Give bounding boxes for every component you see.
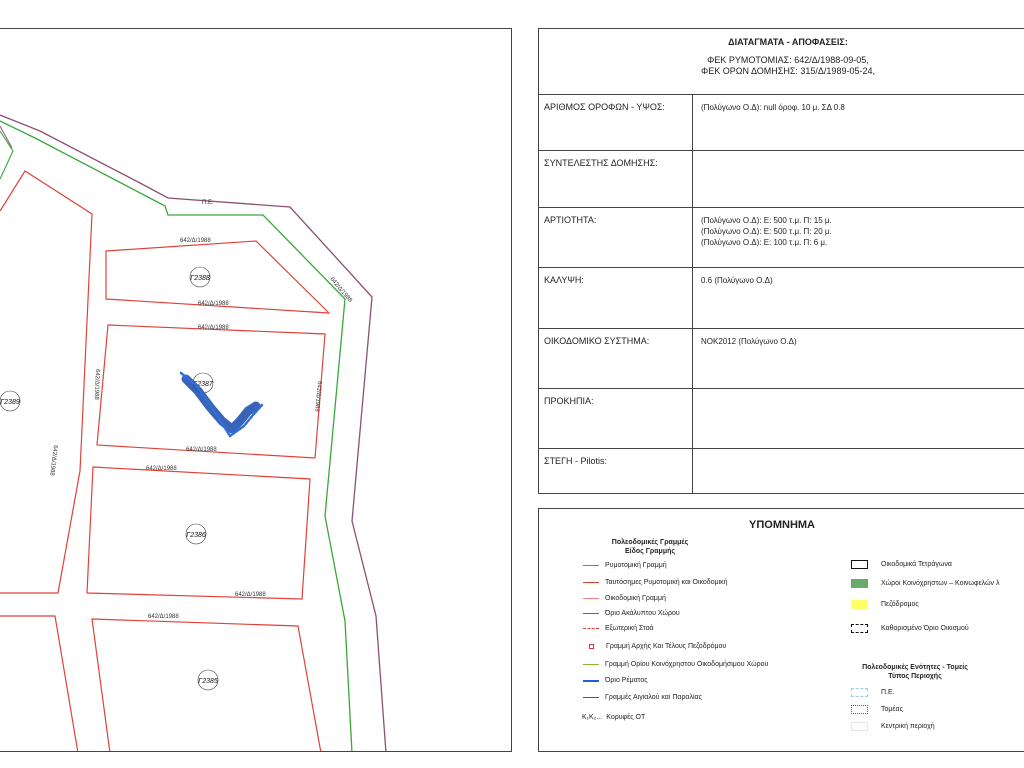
lightgreen-line-swatch xyxy=(583,664,599,665)
lines-heading xyxy=(585,538,715,556)
block-id-label: Γ2386 xyxy=(186,532,206,539)
regulation-line-main xyxy=(0,121,352,752)
legend-item-label: Ρυμοτομική Γραμμή xyxy=(605,562,667,569)
legend-item-regulation-line xyxy=(583,562,667,569)
block-marker-g2386[interactable] xyxy=(186,524,206,544)
value-line: (Πολύγωνο Ο.Δ): Ε: 500 τ.μ. Π: 15 μ. xyxy=(701,216,832,225)
legend-item-label: Κορυφές ΟΤ xyxy=(606,714,646,721)
legend-item-pe xyxy=(851,688,895,697)
table-row-key: ΣΥΝΤΕΛΕΣΤΗΣ ΔΟΜΗΣΗΣ: xyxy=(539,151,693,207)
table-row-setback xyxy=(539,389,1024,449)
lot-label: 642/Δ/1988 xyxy=(180,238,211,244)
pink-line-swatch xyxy=(583,598,599,599)
legend-item-label: Π.Ε. xyxy=(881,689,895,696)
legend-panel xyxy=(538,508,1024,752)
lot-label: 642/Δ/1988 xyxy=(313,380,322,412)
lot-label: 642/Δ/1988 xyxy=(92,368,100,400)
value-line: (Πολύγωνο Ο.Δ): Ε: 500 τ.μ. Π: 20 μ. xyxy=(701,227,832,236)
decrees-header xyxy=(539,29,1024,95)
block-outline-sw xyxy=(0,616,78,752)
legend-item-label: Γραμμή Ορίου Κοινόχρηστου Οικοδομήσιμου Χώρου xyxy=(605,661,769,668)
lot-label: 642/Δ/1988 xyxy=(198,301,229,307)
value-line: (Πολύγωνο Ο.Δ): Ε: 100 τ.μ. Π: 6 μ. xyxy=(701,238,828,247)
legend-item-label: Χώροι Κοινόχρηστων – Κοινωφελών λ xyxy=(881,580,1000,587)
vertex-symbol: Κ₁Κ₂... xyxy=(582,714,603,721)
lot-label: 642/Δ/1988 xyxy=(146,466,177,472)
legend-item-sector xyxy=(851,705,903,714)
block-id-label: Γ2387 xyxy=(193,381,213,388)
legend-item-stream-limit xyxy=(583,677,648,684)
lot-label: 642/Δ/1988 xyxy=(186,447,217,453)
table-row-key: ΟΙΚΟΔΟΜΙΚΟ ΣΥΣΤΗΜΑ: xyxy=(539,329,693,388)
square-marker-icon xyxy=(589,644,594,649)
table-row-building-factor xyxy=(539,151,1024,208)
value-line: (Πολύγωνο Ο.Δ): null όροφ. 10 μ. ΣΔ 0.8 xyxy=(701,103,845,112)
table-row-value xyxy=(693,151,1024,207)
map-panel[interactable] xyxy=(0,28,512,752)
table-row-buildability xyxy=(539,208,1024,268)
legend-item-ot-vertices xyxy=(582,714,645,721)
legend-item-label: Όριο Ρέματος xyxy=(605,677,648,684)
legend-item-open-space-limit xyxy=(583,610,680,617)
table-row-value xyxy=(693,95,1024,150)
block-swatch xyxy=(851,560,868,569)
table-row-value xyxy=(693,329,1024,388)
table-row-roof-pilotis xyxy=(539,449,1024,493)
table-row-key: ΠΡΟΚΗΠΙΑ: xyxy=(539,389,693,448)
value-line: 0.6 (Πολύγωνο Ο.Δ) xyxy=(701,276,773,285)
table-row-coverage xyxy=(539,268,1024,329)
legend-item-label: Οικοδομικά Τετράγωνα xyxy=(881,561,952,568)
table-row-key: ΑΡΙΘΜΟΣ ΟΡΟΦΩΝ - ΥΨΟΣ: xyxy=(539,95,693,150)
legend-item-pedestrian-start-end xyxy=(583,643,726,650)
legend-item-settlement-limit xyxy=(851,624,969,633)
legend-item-identical-line xyxy=(583,579,728,586)
legend-item-building-blocks xyxy=(851,560,952,569)
legend-item-common-spaces xyxy=(851,579,1000,588)
sector-swatch xyxy=(851,705,868,714)
cadastral-map[interactable] xyxy=(0,29,512,752)
table-row-value xyxy=(693,449,1024,493)
fek-oron-domisis: ΦΕΚ ΟΡΩΝ ΔΟΜΗΣΗΣ: 315/Δ/1989-05-24, xyxy=(701,66,875,76)
legend-item-label: Γραμμή Αρχής Και Τέλους Πεζοδρόμου xyxy=(606,643,727,650)
block-marker-g2388[interactable] xyxy=(190,267,210,287)
value-line: ΝΟΚ2012 (Πολύγωνο Ο.Δ) xyxy=(701,337,797,346)
block-id-label: Γ2388 xyxy=(190,275,210,282)
legend-item-label: Εξωτερική Στοά xyxy=(605,625,654,632)
left-boundary-line xyxy=(0,126,12,148)
steelblue-line-swatch xyxy=(583,697,599,698)
legend-item-shoreline xyxy=(583,694,702,701)
fek-rymotomias: ΦΕΚ ΡΥΜΟΤΟΜΙΑΣ: 642/Δ/1988-09-05, xyxy=(707,55,869,65)
table-row-building-system xyxy=(539,329,1024,389)
units-heading xyxy=(845,663,985,681)
table-row-floors-height xyxy=(539,95,1024,151)
red-line-swatch xyxy=(583,582,599,583)
blue-line-swatch xyxy=(583,613,599,614)
green-line-swatch xyxy=(583,565,599,566)
darkblue-line-swatch xyxy=(583,680,599,682)
lot-label: 642/Δ/1988 xyxy=(148,614,179,620)
legend-item-building-line xyxy=(583,595,666,602)
table-row-value xyxy=(693,208,1024,267)
yellow-area-swatch xyxy=(851,600,868,609)
legend-item-pedestrian-way xyxy=(851,600,919,609)
legend-item-label: Κεντρική περιοχή xyxy=(881,723,935,730)
central-area-swatch xyxy=(851,722,868,731)
block-marker-g2385[interactable] xyxy=(198,670,218,690)
lot-label: 642/Δ/1988 xyxy=(328,276,353,304)
legend-item-label: Ταυτόσημες Ρυμοτομική και Οικοδομική xyxy=(605,579,728,586)
legend-item-label: Οικοδομική Γραμμή xyxy=(605,595,666,602)
dashed-box-swatch xyxy=(851,624,868,633)
table-row-value xyxy=(693,268,1024,328)
legend-item-label: Όριο Ακάλυπτου Χώρου xyxy=(605,610,680,617)
street-label: Π.Ε. xyxy=(202,200,214,206)
block-marker-g2389[interactable] xyxy=(0,391,20,411)
green-area-swatch xyxy=(851,579,868,588)
legend-title: ΥΠΟΜΝΗΜΑ xyxy=(749,519,815,531)
block-id-label: Γ2389 xyxy=(0,399,20,406)
block-id-label: Γ2385 xyxy=(198,678,218,685)
lines-heading-line: Είδος Γραμμής xyxy=(624,548,676,555)
table-row-key: ΑΡΤΙΟΤΗΤΑ: xyxy=(539,208,693,267)
pe-swatch xyxy=(851,688,868,697)
lot-label: 642/Δ/1988 xyxy=(235,592,266,598)
table-row-key: ΚΑΛΥΨΗ: xyxy=(539,268,693,328)
table-row-value xyxy=(693,389,1024,448)
lot-label: 642/Δ/1988 xyxy=(198,325,229,331)
legend-item-label: Καθορισμένο Όριο Οικισμού xyxy=(881,625,969,632)
decrees-title: ΔΙΑΤΑΓΜΑΤΑ - ΑΠΟΦΑΣΕΙΣ: xyxy=(728,37,848,47)
units-heading-line: Τύπος Περιοχής xyxy=(888,673,942,680)
units-heading-line: Πολεοδομικές Ενότητες - Τομείς xyxy=(862,664,968,671)
legend-item-label: Γραμμές Αιγιαλού και Παραλίας xyxy=(605,694,702,701)
zoning-info-table xyxy=(538,28,1024,494)
lines-heading-line: Πολεοδομικές Γραμμές xyxy=(611,539,689,546)
legend-item-external-arcade xyxy=(583,625,654,632)
legend-item-common-space-line xyxy=(583,661,768,668)
lot-label: 642/Δ/1988 xyxy=(48,444,58,476)
dashed-line-swatch xyxy=(583,628,599,629)
selection-highlight-edge xyxy=(181,373,262,436)
legend-item-label: Πεζόδρομος xyxy=(881,601,919,608)
legend-item-central-area xyxy=(851,722,935,731)
legend-item-label: Τομέας xyxy=(881,706,903,713)
table-row-key: ΣΤΕΓΗ - Pilotis: xyxy=(539,449,693,493)
block-outline-g2389 xyxy=(0,171,92,593)
outer-boundary-line xyxy=(0,115,386,752)
block-outline-g2387 xyxy=(97,325,325,458)
